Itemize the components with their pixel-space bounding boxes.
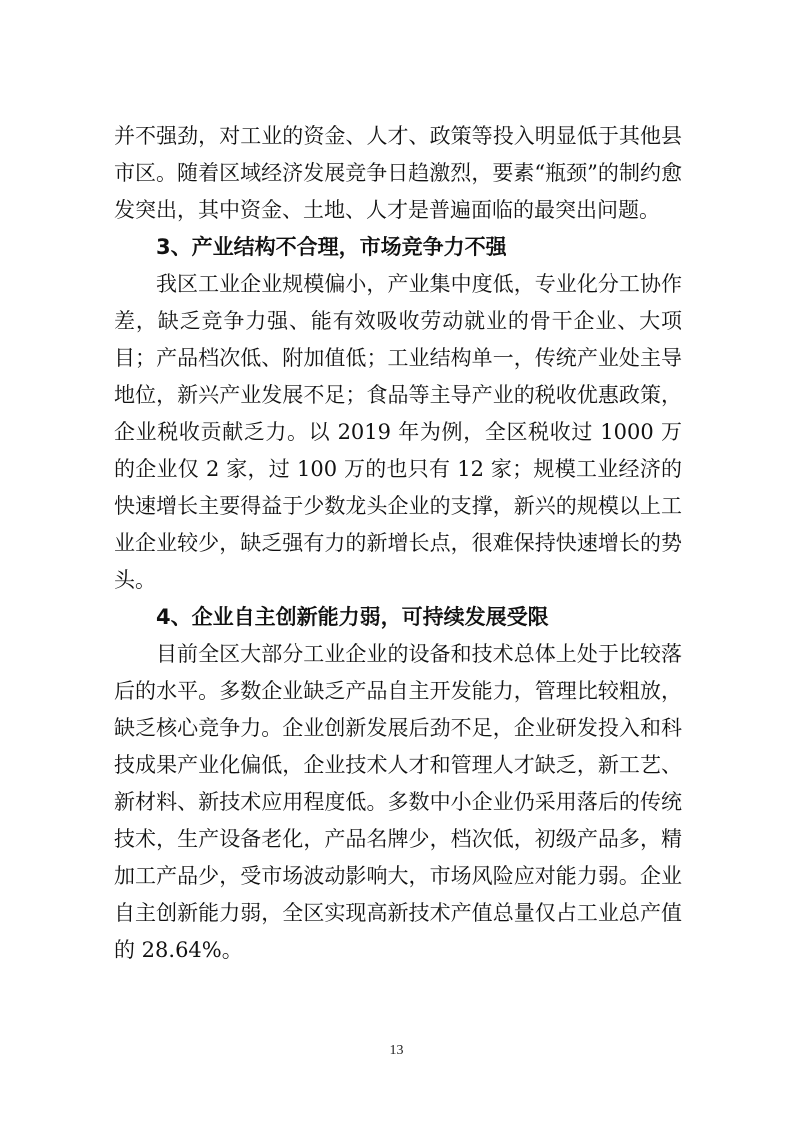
section-heading: 3、产业结构不合理，市场竞争力不强 [156, 235, 507, 259]
body-paragraph: 并不强劲，对工业的资金、人才、政策等投入明显低于其他县市区。随着区域经济发展竞争日趋激烈，要素“瓶颈”的制约愈发突出，其中资金、土地、人才是普遍面临的最突出问题。 [114, 124, 682, 222]
page-number: 13 [389, 1043, 404, 1058]
body-paragraph: 我区工业企业规模偏小，产业集中度低，专业化分工协作差，缺乏竞争力强、能有效吸收劳动就业的骨干企业、大项目；产品档次低、附加值低；工业结构单一，传统产业处主导地位，新兴产业发展不足；食品等主导产业的税收优惠政策，企业税收贡献乏力。以 2019 年为例，全区税收过 1000 万的企业仅 2 家，过 100 万的也只有 12 家；规模工业经济的快速增长主要得益于少数龙头企业的支撑，新兴的规模以上工业企业较少，缺乏强有力的新增长点，很难保持快速增长的势头。 [114, 272, 682, 592]
page-body [114, 118, 682, 969]
section-heading: 4、企业自主创新能力弱，可持续发展受限 [156, 605, 549, 629]
body-paragraph: 目前全区大部分工业企业的设备和技术总体上处于比较落后的水平。多数企业缺乏产品自主开发能力，管理比较粗放，缺乏核心竞争力。企业创新发展后劲不足，企业研发投入和科技成果产业化偏低，企业技术人才和管理人才缺乏，新工艺、新材料、新技术应用程度低。多数中小企业仍采用落后的传统技术，生产设备老化，产品名牌少，档次低，初级产品多，精加工产品少，受市场波动影响大，市场风险应对能力弱。企业自主创新能力弱，全区实现高新技术产值总量仅占工业总产值的 28.64%。 [114, 642, 682, 962]
